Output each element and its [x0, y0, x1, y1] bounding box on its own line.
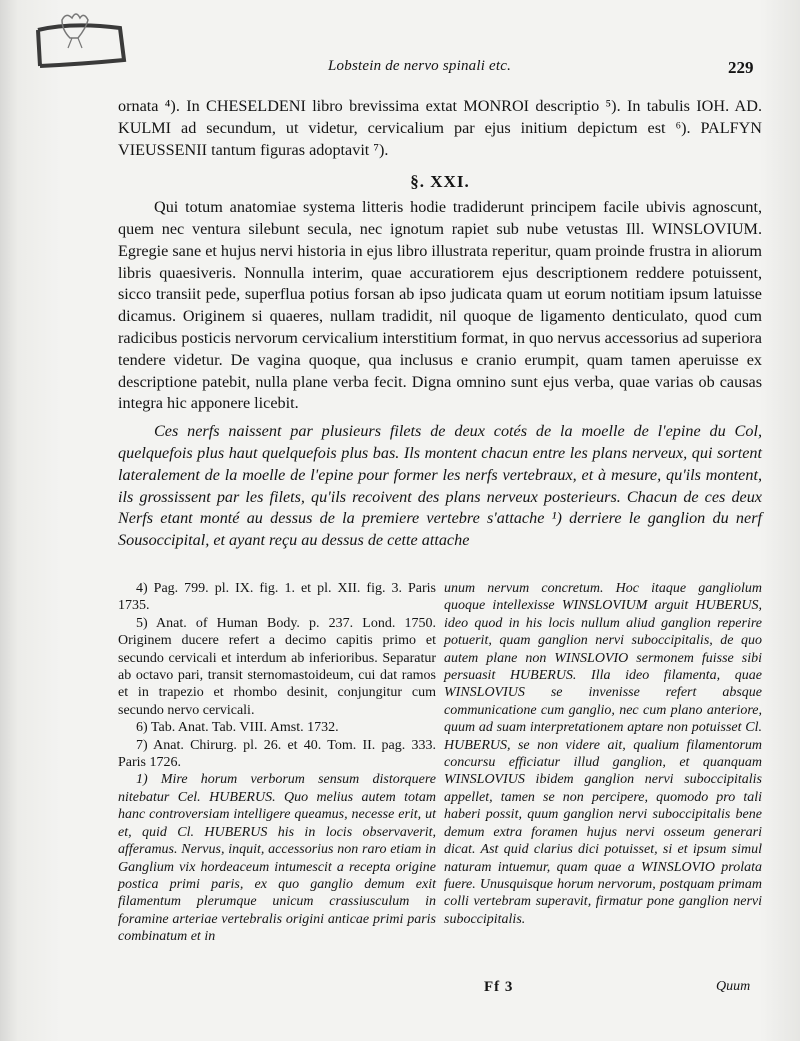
footnote-7: 7) Anat. Chirurg. pl. 26. et 40. Tom. II. pag. 333. Paris 1726. — [118, 737, 436, 771]
running-head: Lobstein de nervo spinali etc. — [328, 58, 512, 74]
page-number: 229 — [728, 58, 754, 77]
paragraph-continuation: ornata ⁴). In CHESELDENI libro brevissima extat MONROI descriptio ⁵). In tabulis IOH. AD. KULMI ad secundum, ut videtur, cervicalium par ejus initium depictum est ⁶). PALFYN VIEUSSENII tantum figuras adoptavit ⁷). — [118, 97, 762, 159]
signature-mark: Ff 3 — [484, 979, 514, 995]
section-heading: §. XXI. — [410, 172, 470, 192]
footnotes — [118, 580, 762, 946]
library-stamp-icon — [32, 8, 128, 70]
footnote-6: 6) Tab. Anat. Tab. VIII. Amst. 1732. — [136, 720, 339, 736]
footnotes-right-column — [444, 580, 762, 946]
footnote-5: 5) Anat. of Human Body. p. 237. Lond. 1750. Originem ducere refert a decimo capitis primo et secundo cervicali et interdum ab inferioribus. Separatur ab octavo pari, transit sternomastoideum, cui dat ramos et in trapezio et rhombo desinit, conjungitur cum secundo nervo cervicali. — [118, 615, 436, 718]
footnote-1-continued: unum nervum concretum. Hoc itaque gangliolum quoque intellexisse WINSLOVIUM arguit HUBERUS, ideo quod in his locis nullum aliud ganglion reperire potuerit, quam ganglion nervi suboccipitalis, de quo autem plane non WINSLOVIO sermonem fuisse sibi persuasit HUBERUS. Illa ideo filamenta, quae WINSLOVIUS se invenisse refert absque communicatione cum ganglio, nec cum plano anteriore, quum ad suam interpretationem aptare non potuisset Cl. HUBERUS, se non videre ait, qualium filamentorum concursu efficiatur illud ganglion, et quanquam WINSLOVIUS ibidem ganglion nervi suboccipitalis appellet, tamen se non percipere, quomodo pro tali haberi possit, quum ganglion nervi suboccipitalis bene demum extra foramen hujus nervi osseum generari dicat. Ast quid clarius dici potuisset, si et ipsum simul naturam intuemur, quam quae a WINSLOVIO prolata fuere. Unusquisque horum nervorum, postquam primam colli vertebram superavit, firmatur pone ganglion nervi suboccipitalis. — [444, 581, 762, 927]
main-text — [118, 96, 762, 552]
paragraph-winslow: Qui totum anatomiae systema litteris hodie tradiderunt principem facile ubivis agnoscunt, quem nec ventura silebunt secula, nec ignotum rapiet sub nube vetustas Ill. WINSLOVIUM. Egregie sane et hujus nervi historia in ejus libro illustrata reperitur, quam proinde frustra in aliorum libris quaesiveris. Nonnulla interim, quae accuratiorem ejus descriptionem reddere potuissent, sicco transiit pede, superflua potius forsan ab ipso judicata quam ut eorum notitiam ipsum latuisse dicamus. Originem si quaeres, nullam tradidit, nil quoque de ligamento denticulato, quod cum radicibus posticis nervorum cervicalium interstitium format, in quo nervus accessorius ad superiora tendere videtur. De vagina quoque, qua inclusus e cranio erumpit, quam tamen aperuisse ex descriptione patebit, nulla plane verba fecit. Digna omnino sunt ejus verba, quae varias ob causas integra hic apponere licebit. — [118, 198, 762, 413]
french-quotation: Ces nerfs naissent par plusieurs filets de deux cotés de la moelle de l'epine du Col, quelquefois plus haut quelquefois plus bas. Ils montent chacun entre les plans nerveux, qui sortent lateralement de la moelle de l'epine pour former les nerfs vertebraux, et à mesure, qu'ils montent, ils grossissent par les filets, qu'ils recoivent des plans nerveux posterieurs. Chacun de ces deux Nerfs etant monté au dessus de la premiere vertebre s'attache ¹) derriere le ganglion du nerf Sousoccipital, et ayant reçu au dessus de cette attache — [118, 422, 762, 550]
footnote-1: 1) Mire horum verborum sensum distorquere nitebatur Cel. HUBERUS. Quo melius autem totam hanc controversiam intelligere queamus, necesse erit, ut et, quid Cl. HUBERUS his in locis observaverit, afferamus. Nervus, inquit, accessorius non raro etiam in Ganglium vix hordeaceum intumescit a recepta origine postica primi paris, ex quo ganglio demum exit filamentum plerumque unicum crassiusculum in foramine arteriae vertebralis origini anticae primi paris combinatum et in — [118, 772, 436, 945]
catchword: Quum — [716, 979, 751, 994]
footnote-4: 4) Pag. 799. pl. IX. fig. 1. et pl. XII. fig. 3. Paris 1735. — [118, 581, 436, 614]
footnotes-left-column — [118, 580, 436, 946]
